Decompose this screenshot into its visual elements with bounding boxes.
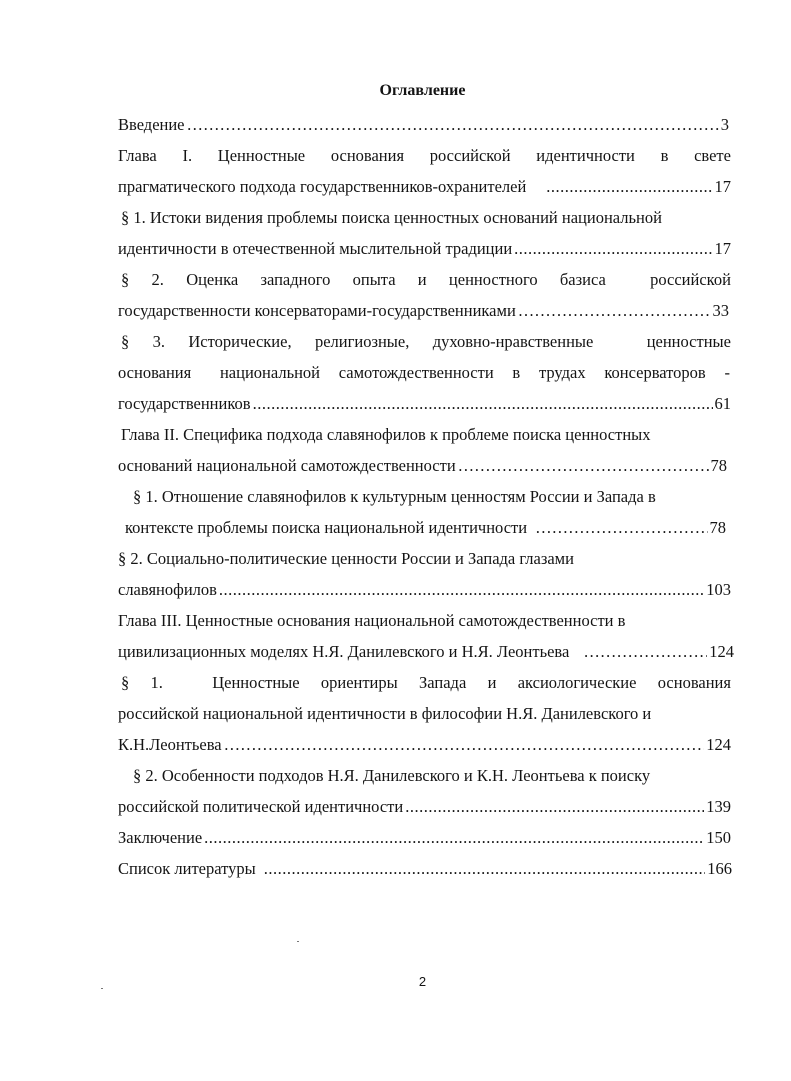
toc-page-number: 33: [712, 301, 729, 320]
toc-entry-section-1-1: [121, 206, 662, 229]
word: религиозные,: [314, 332, 410, 351]
toc-page-number: 166: [707, 859, 732, 878]
dot-leader: [458, 454, 709, 477]
word: самотождественности: [338, 363, 494, 382]
word: Оценка: [186, 270, 239, 289]
dot-leader: [546, 175, 712, 198]
dot-leader: [535, 516, 707, 539]
toc-page-number: 3: [720, 115, 729, 134]
toc-entry-section-1-3-cont: [118, 361, 730, 384]
dot-leader: [253, 392, 713, 415]
toc-entry-section-3-1-end: [118, 733, 731, 756]
word: духовно-нравственные: [432, 332, 594, 351]
toc-entry-text: Список литературы: [118, 859, 256, 878]
toc-entry-text: § 2. Особенности подходов Н.Я. Данилевского и К.Н. Леонтьева к поиску: [133, 766, 651, 785]
toc-entry-text: Глава III. Ценностные основания национальной самотождественности в: [118, 611, 626, 630]
word: свете: [694, 146, 731, 165]
toc-entry-text: идентичности в отечественной мыслительной традиции: [118, 239, 513, 258]
toc-page-number: 61: [714, 394, 731, 413]
toc-entry-section-3-2-cont: [118, 795, 731, 818]
word: идентичности: [536, 146, 635, 165]
page-number: 2: [418, 974, 427, 989]
toc-entry-section-3-2: [133, 764, 650, 787]
toc-entry-text: К.Н.Леонтьева: [118, 735, 222, 754]
word: -: [724, 363, 730, 382]
toc-page-number: 17: [714, 239, 731, 258]
dot-leader: [405, 795, 704, 818]
dot-leader: [219, 578, 704, 601]
word: трудах: [538, 363, 586, 382]
toc-entry-section-2-1: [133, 485, 656, 508]
word: Глава: [118, 146, 157, 165]
dot-leader: [224, 733, 705, 756]
toc-page-number: 103: [706, 580, 731, 599]
toc-page-number: 78: [710, 456, 727, 475]
word: опыта: [352, 270, 396, 289]
toc-page-number: 150: [706, 828, 731, 847]
toc-entry-section-3-1: [121, 671, 731, 694]
dot-leader: [583, 640, 707, 663]
word: российской: [650, 270, 731, 289]
word: базиса: [559, 270, 606, 289]
toc-entry-text: контексте проблемы поиска национальной идентичности: [125, 518, 528, 537]
toc-entry-section-1-2-cont: [118, 299, 729, 322]
toc-entry-text: оснований национальной самотождественности: [118, 456, 456, 475]
toc-entry-text: прагматического подхода государственников-охранителей: [118, 177, 527, 196]
toc-title: Оглавление: [379, 82, 466, 99]
toc-entry-chapter-2: [121, 423, 650, 446]
toc-entry-text: российской политической идентичности: [118, 797, 404, 816]
toc-entry-bibliography: [118, 857, 732, 880]
word: российской: [429, 146, 511, 165]
toc-entry-chapter-2-cont: [118, 454, 727, 477]
toc-entry-introduction: [118, 113, 729, 136]
toc-entry-chapter-1: [118, 144, 731, 167]
toc-entry-section-1-3: [121, 330, 731, 353]
word: национальной: [219, 363, 320, 382]
word: основания: [330, 146, 405, 165]
toc-page-number: 78: [709, 518, 726, 537]
toc-entry-section-1-2: [121, 268, 731, 291]
toc-entry-text: российской национальной идентичности в философии Н.Я. Данилевского и: [118, 704, 652, 723]
dot-leader: [264, 857, 706, 880]
toc-entry-text: Введение: [118, 115, 185, 134]
word: Ценностные: [212, 673, 300, 692]
toc-page-number: 17: [714, 177, 731, 196]
word: и: [417, 270, 427, 289]
word: ценностные: [646, 332, 731, 351]
toc-page-number: 124: [706, 735, 731, 754]
toc-entry-conclusion: [118, 826, 731, 849]
word: §: [121, 673, 130, 692]
toc-page-number: 139: [706, 797, 731, 816]
toc-entry-text: славянофилов: [118, 580, 217, 599]
word: основания: [118, 363, 192, 382]
word: основания: [657, 673, 731, 692]
dot-leader: [204, 826, 704, 849]
toc-entry-section-1-1-cont: [118, 237, 731, 260]
word: консерваторов: [604, 363, 706, 382]
toc-entry-section-3-1-cont: [118, 702, 651, 725]
toc-entry-section-2-1-cont: [125, 516, 726, 539]
toc-entry-chapter-3-cont: [118, 640, 734, 663]
toc-entry-section-2-2: [118, 547, 574, 570]
word: аксиологические: [517, 673, 637, 692]
word: Запада: [419, 673, 467, 692]
toc-entry-text: цивилизационных моделях Н.Я. Данилевского и Н.Я. Леонтьева: [118, 642, 570, 661]
toc-entry-text: Глава II. Специфика подхода славянофилов к проблеме поиска ценностных: [121, 425, 651, 444]
toc-entry-text: государственности консерваторами-государственниками: [118, 301, 516, 320]
dot-leader: [518, 299, 711, 322]
word: в: [660, 146, 669, 165]
toc-entry-chapter-1-cont: [118, 175, 731, 198]
word: §: [121, 332, 130, 351]
toc-entry-section-2-2-cont: [118, 578, 731, 601]
word: ценностного: [448, 270, 538, 289]
dot-leader: [514, 237, 712, 260]
word: ориентиры: [320, 673, 398, 692]
toc-entry-text: государственников: [118, 394, 251, 413]
word: 3.: [152, 332, 165, 351]
word: Ценностные: [217, 146, 306, 165]
toc-entry-text: Заключение: [118, 828, 203, 847]
toc-entry-section-1-3-end: [118, 392, 731, 415]
word: I.: [182, 146, 193, 165]
word: §: [121, 270, 130, 289]
toc-page-number: 124: [709, 642, 734, 661]
toc-entry-chapter-3: [118, 609, 625, 632]
word: 1.: [150, 673, 163, 692]
word: 2.: [151, 270, 164, 289]
word: в: [512, 363, 521, 382]
toc-entry-text: § 1. Отношение славянофилов к культурным ценностям России и Запада в: [133, 487, 656, 506]
word: и: [487, 673, 497, 692]
dot-leader: [187, 113, 719, 136]
toc-entry-text: § 2. Социально-политические ценности России и Запада глазами: [118, 549, 574, 568]
word: западного: [260, 270, 331, 289]
toc-entry-text: § 1. Истоки видения проблемы поиска ценностных оснований национальной: [121, 208, 662, 227]
scan-speck: [297, 941, 299, 942]
word: Исторические,: [188, 332, 292, 351]
